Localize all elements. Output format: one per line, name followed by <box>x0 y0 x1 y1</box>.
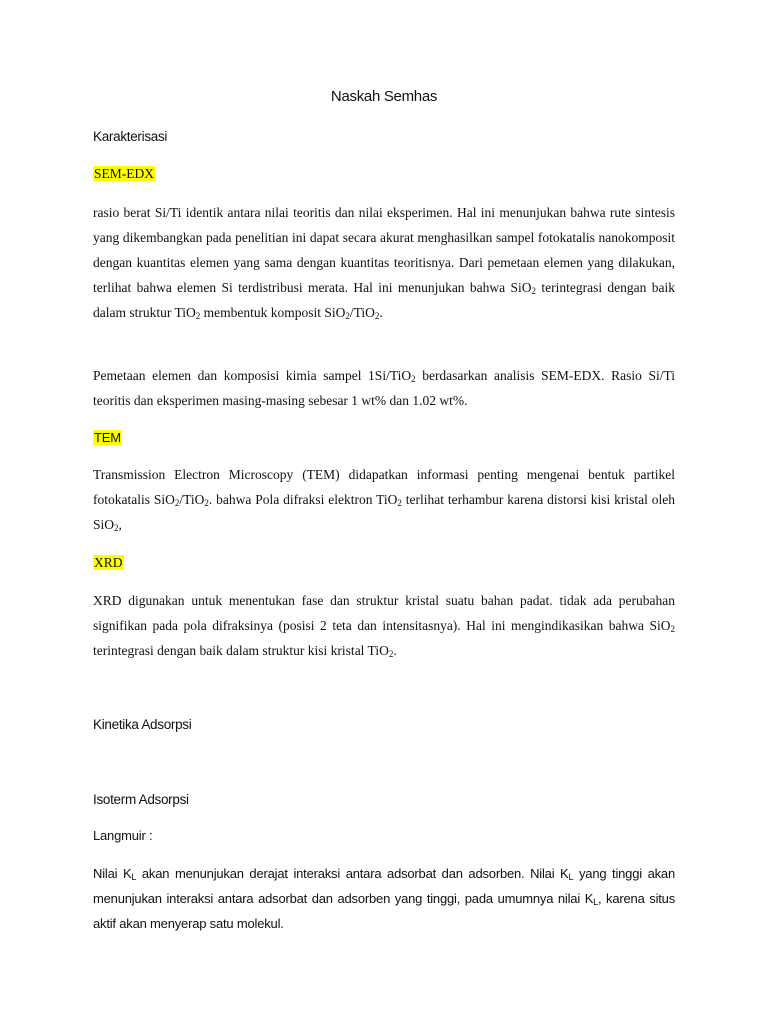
label-xrd-text: XRD <box>94 555 123 570</box>
label-tem-text: TEM <box>94 430 121 445</box>
text-run: /TiO <box>179 492 205 507</box>
subscript: L <box>568 872 574 882</box>
subscript: 2 <box>388 649 394 659</box>
label-xrd <box>93 555 124 571</box>
subscript: 2 <box>531 286 536 296</box>
label-tem <box>93 430 122 445</box>
subscript: 2 <box>174 498 180 508</box>
text-run: /TiO <box>349 305 375 320</box>
paragraph-langmuir <box>93 861 675 936</box>
paragraph-sem-edx-2 <box>93 363 675 413</box>
subscript: L <box>131 872 137 882</box>
heading-isoterm-adsorpsi: Isoterm Adsorpsi <box>93 792 189 807</box>
text-run: XRD digunakan untuk menentukan fase dan struktur kristal suatu bahan padat. tidak ada perubahan signifikan pada pola difraksinya (posisi 2 teta dan intensitasnya). Hal ini mengindikasikan bahwa SiO <box>93 593 675 633</box>
text-run: . bahwa Pola difraksi elektron TiO <box>208 492 398 507</box>
text-run: terintegrasi dengan baik dalam struktur kisi kristal TiO <box>93 643 389 658</box>
subscript: 2 <box>374 311 380 321</box>
subscript: 2 <box>397 498 402 508</box>
text-run: membentuk komposit SiO <box>200 305 346 320</box>
text-run: yang tinggi akan menunjukan interaksi antara adsorbat dan adsorben yang tinggi, pada umumnya nilai K <box>93 866 675 906</box>
heading-kinetika-adsorpsi: Kinetika Adsorpsi <box>93 717 192 732</box>
subscript: 2 <box>204 498 209 508</box>
text-run: , <box>118 517 122 532</box>
heading-karakterisasi: Karakterisasi <box>93 129 168 144</box>
subscript: 2 <box>114 523 119 533</box>
text-run: rasio berat Si/Ti identik antara nilai teoritis dan nilai eksperimen. Hal ini menunjukan bahwa rute sintesis yang dikembangkan pada penelitian ini dapat secara akurat menghasilkan sampel fotokatalis nanokomposit dengan kuantitas elemen yang sama dengan kuantitas teoritisnya. Dari pemetaan elemen yang dilakukan, terlihat bahwa elemen Si terdistribusi merata. Hal ini menunjukan bahwa SiO <box>93 205 675 295</box>
subscript: 2 <box>411 374 416 384</box>
text-run: akan menunjukan derajat interaksi antara adsorbat dan adsorben. Nilai K <box>136 866 569 881</box>
text-run: , karena situs aktif akan menyerap satu molekul. <box>93 891 676 931</box>
text-run: . <box>379 305 383 320</box>
label-langmuir: Langmuir : <box>93 828 153 843</box>
document-title: Naskah Semhas <box>330 88 438 105</box>
text-run: Pemetaan elemen dan komposisi kimia sampel 1Si/TiO <box>93 368 412 383</box>
text-run: Nilai K <box>93 866 132 881</box>
text-run: berdasarkan analisis SEM-EDX. Rasio Si/Ti teoritis dan eksperimen masing-masing sebesar 1 wt% dan 1.02 wt%. <box>93 368 675 408</box>
subscript: 2 <box>670 624 675 634</box>
text-run: Transmission Electron Microscopy (TEM) didapatkan informasi penting mengenai bentuk partikel fotokatalis SiO <box>93 467 675 507</box>
subscript: 2 <box>195 311 201 321</box>
subscript: 2 <box>345 311 350 321</box>
text-run: terlihat terhambur karena distorsi kisi kristal oleh SiO <box>93 492 675 532</box>
subscript: L <box>593 897 598 907</box>
paragraph-tem <box>93 462 675 537</box>
text-run: . <box>393 643 397 658</box>
label-sem-edx-text: SEM-EDX <box>94 166 154 181</box>
paragraph-sem-edx-1 <box>93 200 675 325</box>
label-sem-edx <box>93 166 155 182</box>
text-run: terintegrasi dengan baik dalam struktur TiO <box>93 280 675 320</box>
paragraph-xrd <box>93 588 675 663</box>
